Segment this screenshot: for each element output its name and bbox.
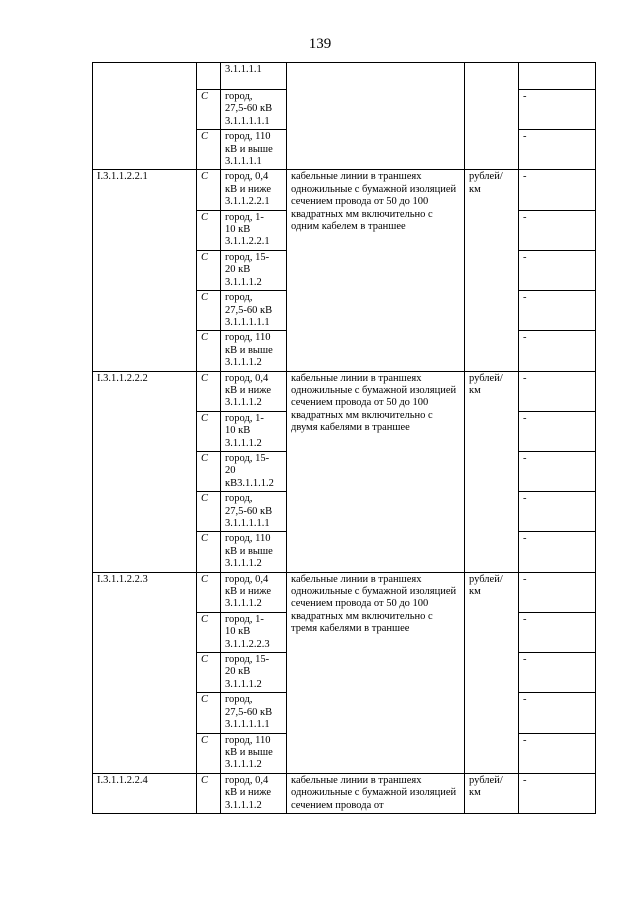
value-cell: - bbox=[519, 90, 596, 130]
unit-cell: рублей/ км bbox=[465, 371, 519, 572]
letter-cell: C bbox=[197, 130, 221, 170]
location-cell: город, 110 кВ и выше 3.1.1.1.1 bbox=[221, 130, 287, 170]
letter-cell: C bbox=[197, 492, 221, 532]
value-cell: - bbox=[519, 210, 596, 250]
value-cell: - bbox=[519, 492, 596, 532]
value-cell: - bbox=[519, 653, 596, 693]
value-cell: - bbox=[519, 733, 596, 773]
letter-cell: C bbox=[197, 773, 221, 813]
unit-cell: рублей/ км bbox=[465, 170, 519, 371]
value-cell: - bbox=[519, 572, 596, 612]
description-cell bbox=[287, 63, 465, 170]
location-cell: город, 0,4 кВ и ниже 3.1.1.1.2 bbox=[221, 371, 287, 411]
value-cell: - bbox=[519, 331, 596, 371]
location-cell: город, 110 кВ и выше 3.1.1.1.2 bbox=[221, 532, 287, 572]
letter-cell: C bbox=[197, 331, 221, 371]
value-cell: - bbox=[519, 612, 596, 652]
location-cell: город, 27,5-60 кВ 3.1.1.1.1.1 bbox=[221, 90, 287, 130]
description-cell: кабельные линии в траншеях одножильные с бумажной изоляцией сечением провода от 50 до 100 квадратных мм включительно с тремя кабелями в траншее bbox=[287, 572, 465, 773]
letter-cell: C bbox=[197, 411, 221, 451]
page-number: 139 bbox=[308, 36, 332, 52]
code-cell bbox=[93, 63, 197, 170]
letter-cell: C bbox=[197, 371, 221, 411]
letter-cell bbox=[197, 63, 221, 90]
location-cell: город, 1- 10 кВ 3.1.1.2.2.1 bbox=[221, 210, 287, 250]
letter-cell: C bbox=[197, 291, 221, 331]
description-cell: кабельные линии в траншеях одножильные с бумажной изоляцией сечением провода от 50 до 100 квадратных мм включительно с одним кабелем в траншее bbox=[287, 170, 465, 371]
location-cell: город, 0,4 кВ и ниже 3.1.1.1.2 bbox=[221, 773, 287, 813]
location-cell: город, 27,5-60 кВ 3.1.1.1.1.1 bbox=[221, 291, 287, 331]
unit-cell: рублей/ км bbox=[465, 773, 519, 813]
location-cell: город, 110 кВ и выше 3.1.1.1.2 bbox=[221, 331, 287, 371]
letter-cell: C bbox=[197, 250, 221, 290]
letter-cell: C bbox=[197, 170, 221, 210]
location-cell: город, 27,5-60 кВ 3.1.1.1.1.1 bbox=[221, 693, 287, 733]
letter-cell: C bbox=[197, 572, 221, 612]
value-cell: - bbox=[519, 532, 596, 572]
location-cell: город, 27,5-60 кВ 3.1.1.1.1.1 bbox=[221, 492, 287, 532]
letter-cell: C bbox=[197, 733, 221, 773]
unit-cell bbox=[465, 63, 519, 170]
letter-cell: C bbox=[197, 90, 221, 130]
letter-cell: C bbox=[197, 612, 221, 652]
tariff-table-body bbox=[93, 63, 596, 814]
value-cell: - bbox=[519, 371, 596, 411]
location-cell: город, 0,4 кВ и ниже 3.1.1.1.2 bbox=[221, 572, 287, 612]
code-cell: I.3.1.1.2.2.1 bbox=[93, 170, 197, 371]
location-cell: город, 15- 20 кВ 3.1.1.1.2 bbox=[221, 653, 287, 693]
table-row bbox=[93, 371, 596, 411]
code-cell: I.3.1.1.2.2.3 bbox=[93, 572, 197, 773]
description-cell: кабельные линии в траншеях одножильные с бумажной изоляцией сечением провода от 50 до 100 квадратных мм включительно с двумя кабелями в траншее bbox=[287, 371, 465, 572]
letter-cell: C bbox=[197, 653, 221, 693]
letter-cell: C bbox=[197, 210, 221, 250]
table-row bbox=[93, 170, 596, 210]
location-cell: город, 1- 10 кВ 3.1.1.2.2.3 bbox=[221, 612, 287, 652]
code-cell: I.3.1.1.2.2.4 bbox=[93, 773, 197, 813]
letter-cell: C bbox=[197, 451, 221, 491]
unit-cell: рублей/ км bbox=[465, 572, 519, 773]
value-cell: - bbox=[519, 170, 596, 210]
location-cell: город, 1- 10 кВ 3.1.1.1.2 bbox=[221, 411, 287, 451]
value-cell: - bbox=[519, 451, 596, 491]
table-row bbox=[93, 773, 596, 813]
letter-cell: C bbox=[197, 532, 221, 572]
location-cell: город, 0,4 кВ и ниже 3.1.1.2.2.1 bbox=[221, 170, 287, 210]
value-cell: - bbox=[519, 411, 596, 451]
location-cell: 3.1.1.1.1 bbox=[221, 63, 287, 90]
location-cell: город, 15- 20 кВ3.1.1.1.2 bbox=[221, 451, 287, 491]
code-cell: I.3.1.1.2.2.2 bbox=[93, 371, 197, 572]
value-cell: - bbox=[519, 693, 596, 733]
value-cell: - bbox=[519, 250, 596, 290]
location-cell: город, 110 кВ и выше 3.1.1.1.2 bbox=[221, 733, 287, 773]
value-cell: - bbox=[519, 291, 596, 331]
value-cell: - bbox=[519, 773, 596, 813]
location-cell: город, 15- 20 кВ 3.1.1.1.2 bbox=[221, 250, 287, 290]
value-cell bbox=[519, 63, 596, 90]
letter-cell: C bbox=[197, 693, 221, 733]
table-row bbox=[93, 572, 596, 612]
value-cell: - bbox=[519, 130, 596, 170]
description-cell: кабельные линии в траншеях одножильные с бумажной изоляцией сечением провода от bbox=[287, 773, 465, 813]
table-row bbox=[93, 63, 596, 90]
tariff-table bbox=[92, 62, 596, 814]
